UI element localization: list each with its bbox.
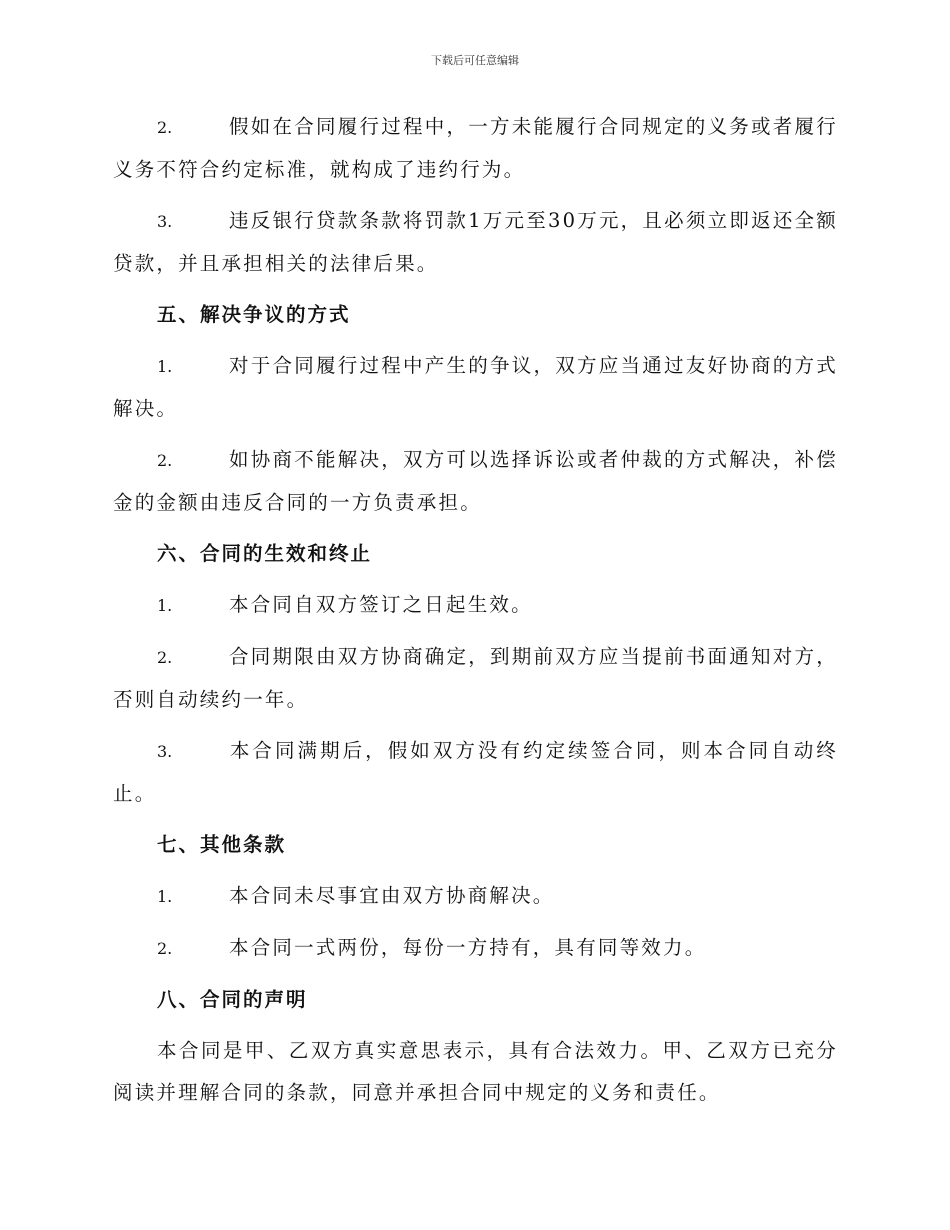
clause-item (113, 584, 838, 627)
clause-text: 如协商不能解决，双方可以选择诉讼或者仲裁的方式解决，补偿金的金额由违反合同的一方负责承担。 (113, 448, 838, 514)
clause-item (113, 875, 838, 918)
section-heading: 八、合同的声明 (157, 988, 308, 1011)
clause-item (113, 439, 838, 524)
declaration-paragraph: 本合同是甲、乙双方真实意思表示，具有合法效力。甲、乙双方已充分阅读并理解合同的条款，同意并承担合同中规定的义务和责任。 (113, 1039, 838, 1104)
section-heading: 七、其他条款 (157, 833, 287, 856)
section-heading: 五、解决争议的方式 (157, 303, 351, 326)
clause-text: 本合同满期后，假如双方没有约定续签合同，则本合同自动终止。 (113, 739, 838, 805)
clause-text: 本合同一式两份，每份一方持有，具有同等效力。 (229, 936, 707, 959)
clause-item (113, 106, 838, 191)
clause-text: 本合同自双方签订之日起生效。 (229, 593, 533, 616)
header-note: 下载后可任意编辑 (431, 54, 519, 67)
clause-item (113, 636, 838, 721)
clause-number: 2. (157, 451, 173, 470)
clause-number: 1. (157, 887, 173, 906)
clause-number: 1. (157, 357, 173, 376)
section-heading: 六、合同的生效和终止 (157, 542, 373, 565)
clause-number: 2. (157, 939, 173, 958)
clause-number: 3. (157, 212, 173, 231)
clause-text: 合同期限由双方协商确定，到期前双方应当提前书面通知对方，否则自动续约一年。 (113, 645, 838, 711)
clause-item (113, 927, 838, 970)
clause-number: 1. (157, 596, 173, 615)
clause-number: 2. (157, 648, 173, 667)
clause-item (113, 200, 838, 285)
clause-item (113, 345, 838, 430)
document-body (113, 106, 838, 1123)
clause-text: 对于合同履行过程中产生的争议，双方应当通过友好协商的方式解决。 (113, 354, 838, 420)
clause-number: 2. (157, 118, 173, 137)
clause-text: 违反银行贷款条款将罚款1万元至30万元，且必须立即返还全额贷款，并且承担相关的法律后果。 (113, 209, 838, 275)
clause-item (113, 730, 838, 815)
clause-text: 假如在合同履行过程中，一方未能履行合同规定的义务或者履行义务不符合约定标准，就构成了违约行为。 (113, 115, 838, 181)
clause-number: 3. (157, 742, 173, 761)
clause-text: 本合同未尽事宜由双方协商解决。 (229, 884, 555, 907)
